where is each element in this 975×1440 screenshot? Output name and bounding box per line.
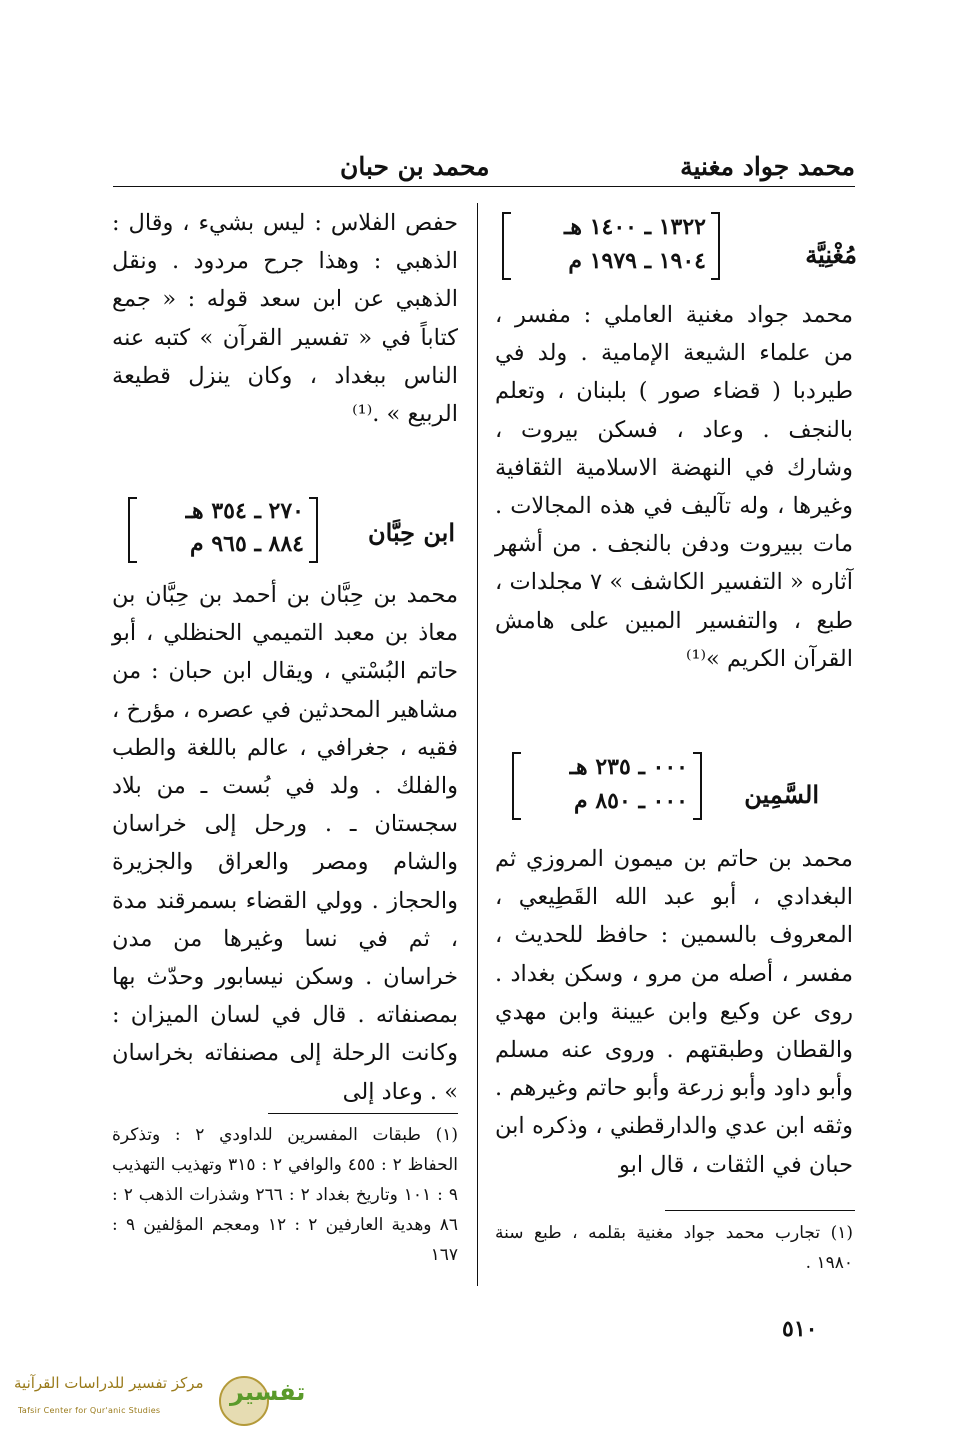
footnote-right: (١) تجارب محمد جواد مغنية بقلمه ، طبع سنة ١٩٨٠ . bbox=[495, 1223, 853, 1273]
entry-dates-mughniyya bbox=[502, 212, 720, 280]
running-header-right: محمد جواد مغنية bbox=[680, 152, 855, 181]
header-rule bbox=[113, 186, 855, 187]
logo-word: تفسير bbox=[230, 1378, 306, 1406]
date-gregorian: ٨٨٤ ـ ٩٦٥ م bbox=[190, 531, 304, 557]
footnote-left: (١) طبقات المفسرين للداودي ٢ : وتذكرة الحفاظ ٢ : ٤٥٥ والوافي ٢ : ٣١٥ وتهذيب التهذيب ٩ : ١٠١ وتاريخ بغداد ٢ : ٢٦٦ وشذرات الذهب ٢ : ٨٦ وهدية العارفين ٢ : ١٢ ومعجم المؤلفين ٩ : ١٦٧ bbox=[112, 1125, 459, 1265]
entry-continuation: حفص الفلاس : ليس بشيء ، وقال : الذهبي : وهذا جرح مردود . ونقل الذهبي عن ابن سعد قوله : « جمع كتاباً في « تفسير القرآن » كتبه عنه الناس ببغداد ، وكان ينزل قطيعة الربيع » .⁽¹⁾ bbox=[112, 210, 458, 428]
publisher-logo bbox=[14, 1370, 306, 1430]
running-header-left: محمد بن حبان bbox=[340, 152, 490, 181]
date-hijri: ١٣٢٢ ـ ١٤٠٠ هـ bbox=[563, 214, 706, 240]
date-gregorian: ١٩٠٤ ـ ١٩٧٩ م bbox=[568, 248, 706, 274]
page-number: ٥١٠ bbox=[782, 1316, 818, 1342]
date-hijri: ٠٠٠ ـ ٢٣٥ هـ bbox=[569, 754, 688, 780]
entry-body-samin: محمد بن حاتم بن ميمون المروزي ثم البغدادي ، أبو عبد الله القَطِيعي ، المعروف بالسمين : حافظ للحديث ، مفسر ، أصله من مرو ، وسكن بغداد . روى عن وكيع وابن عيينة وابن مهدي والقطان وطبقتهم . وروى عنه مسلم وأبو داود وأبو زرعة وأبو حاتم وغيرهم . وثقه ابن عدي والدارقطني ، وذكره ابن حبان في الثقات ، قال ابو bbox=[495, 846, 853, 1178]
entry-name-ibn-hibban: ابن حِبَّان bbox=[368, 518, 455, 547]
entry-dates-ibn-hibban bbox=[128, 497, 318, 563]
footnote-rule bbox=[268, 1113, 458, 1114]
logo-arabic-text: مركز تفسير للدراسات القرآنية bbox=[14, 1374, 204, 1392]
column-divider bbox=[477, 203, 478, 1286]
entry-name-samin: السَّمِين bbox=[744, 780, 819, 809]
entry-dates-samin bbox=[512, 752, 702, 820]
entry-name-mughniyya: مُغْنِيَّة bbox=[805, 240, 857, 269]
entry-body-ibn-hibban: محمد بن حِبَّان بن أحمد بن حِبَّان بن معاذ بن معبد التميمي الحنظلي ، أبو حاتم البُسْتي ، ويقال ابن حبان : من مشاهير المحدثين في عصره ، مؤرخ ، فقيه ، جغرافي ، عالم باللغة والطب والفلك . ولد في بُست ـ من بلاد سجستان ـ . ورحل إلى خراسان والشام ومصر والعراق والجزيرة والحجاز . وولي القضاء بسمرقند مدة ، ثم في نسا وغيرها من مدن خراسان . وسكن نيسابور وحدّث بها بمصنفاته . قال في لسان الميزان : وكانت الرحلة إلى مصنفاته بخراسان » . وعاد إلى bbox=[112, 582, 458, 1105]
entry-body-mughniyya: محمد جواد مغنية العاملي : مفسر ، من علماء الشيعة الإمامية . ولد في طيردبا ( قضاء صور ) بلبنان ، وتعلم بالنجف . وعاد ، فسكن بيروت ، وشارك في النهضة الاسلامية الثقافية وغيرها ، وله تآليف في هذه المجالات . مات ببيروت ودفن بالنجف . من أشهر آثاره « التفسير الكاشف » ٧ مجلدات ، طبع ، والتفسير المبين على هامش القرآن الكريم »⁽¹⁾ bbox=[495, 302, 853, 672]
date-gregorian: ٠٠٠ ـ ٨٥٠ م bbox=[574, 788, 688, 814]
footnote-rule bbox=[665, 1210, 855, 1211]
logo-english-text: Tafsir Center for Qur'anic Studies bbox=[18, 1406, 161, 1415]
date-hijri: ٢٧٠ ـ ٣٥٤ هـ bbox=[185, 498, 304, 524]
